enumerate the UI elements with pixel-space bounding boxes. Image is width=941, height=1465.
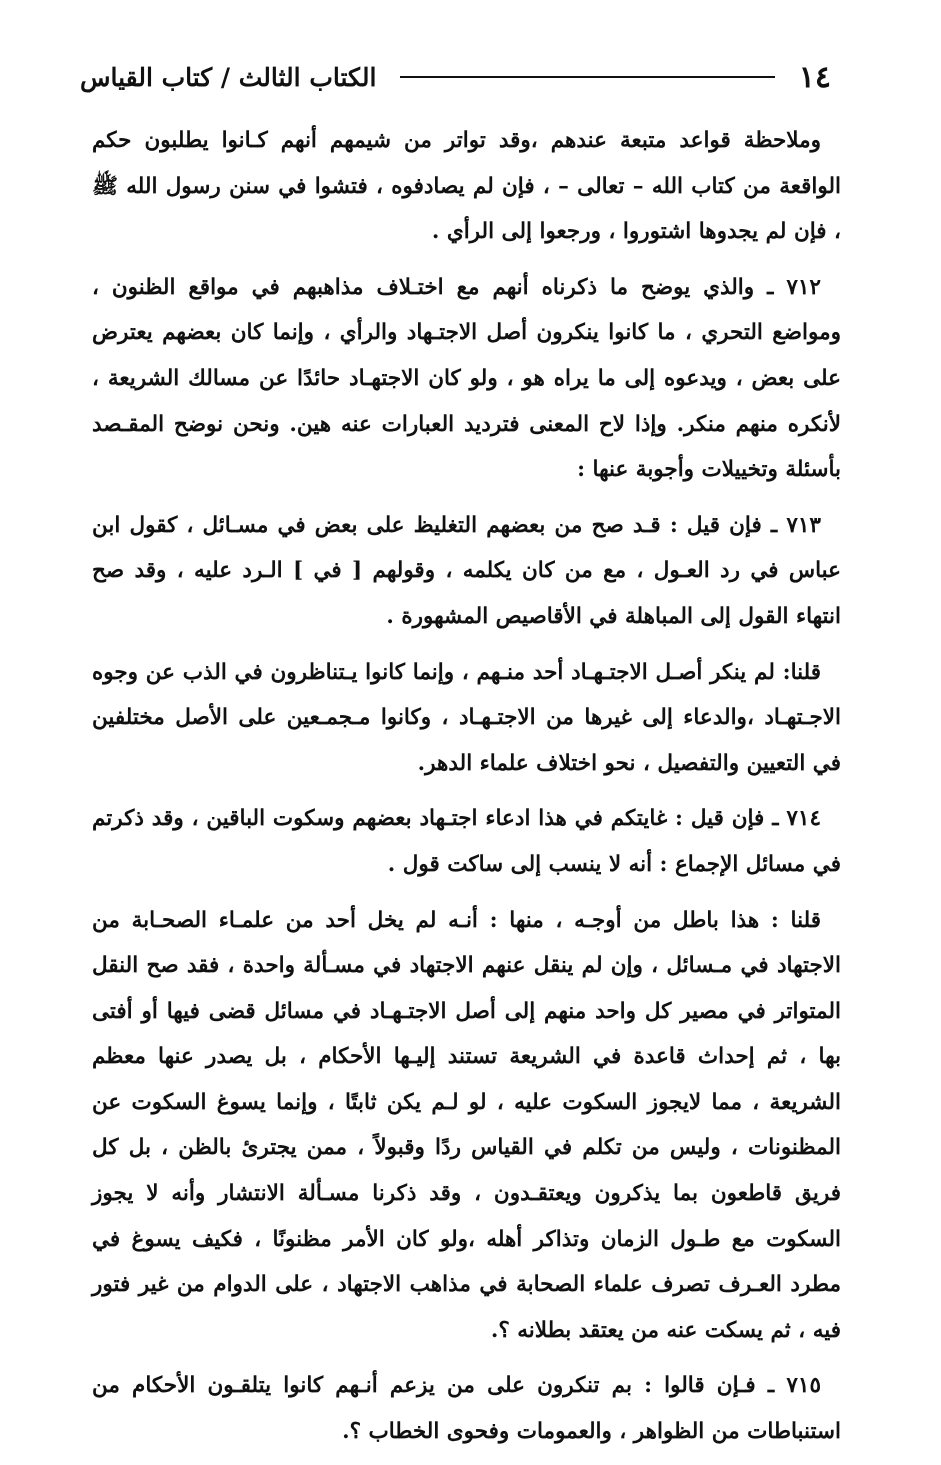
paragraph [92, 118, 841, 255]
paragraph [92, 650, 841, 787]
paragraph-number: ٧١٤ ـ [772, 806, 821, 832]
paragraph [92, 503, 841, 640]
paragraph-text: فإن قيل : غايتكم في هذا ادعاء اجتـهاد بعضهم وسكوت الباقين ، وقد ذكرتم في مسائل الإجماع : أنه لا ينسب إلى ساكت قول . [92, 806, 841, 877]
paragraph [92, 1363, 841, 1454]
paragraph [92, 898, 841, 1354]
page-header [80, 52, 831, 102]
paragraph-text: فـإن قالوا : بم تنكرون على من يزعم أنـهم كانوا يتلقـون الأحكام من استنباطات من الظواهر ، والعمومات وفحوى الخطاب ؟. [92, 1373, 841, 1445]
paragraph-number: ٧١٢ ـ [767, 274, 821, 300]
paragraph [92, 796, 841, 887]
paragraph-text: قلنا: لم ينكر أصـل الاجتـهـاد أحد منـهم ، وإنما كانوا يـتناظرون في الذب عن وجوه الاجـتهـاد ،والدعاء إلى غيرها من الاجتـهـاد ، وكانوا مـجمـعين على الأصل مختلفين في التعيين والتفصيل ، نحو اختلاف علماء الدهر. [92, 659, 841, 776]
paragraph [92, 265, 841, 493]
paragraph-number: ٧١٥ ـ [767, 1373, 821, 1399]
paragraph-number: ٧١٣ ـ [770, 512, 821, 538]
page-number: ١٤ [798, 59, 831, 95]
header-rule [400, 76, 774, 78]
running-title: الكتاب الثالث / كتاب القياس [80, 62, 377, 92]
paragraph-text: والذي يوضح ما ذكرناه أنهم مع اختـلاف مذاهبهم في مواقع الظنون ، ومواضع التحري ، ما كانوا ينكرون أصل الاجتـهاد والرأي ، وإنما كان بعضهم يعترض على بعض ، ويدعوه إلى ما يراه هو ، ولو كان الاجتهـاد حائدًا عن مسالك الشريعة ، لأنكره منهم منكر. وإذا لاح المعنى فترديد العبارات عنه هين. ونحن نوضح المقـصد بأسئلة وتخييلات وأجوبة عنها : [92, 274, 841, 483]
paragraph-text: وملاحظة قواعد متبعة عندهم ،وقد تواتر من شيمهم أنهم كـانوا يطلبون حكم الواقعة من كتاب الله – تعالى – ، فإن لم يصادفوه ، فتشوا في سنن رسول الله ﷺ ، فإن لم يجدوها اشتوروا ، ورجعوا إلى الرأي . [92, 128, 841, 245]
paragraph-text: فإن قيل : قـد صح من بعضهم التغليظ على بعض في مسـائل ، كقول ابن عباس في رد العـول ، مع من كان يكلمه ، وقولهم [ في ] الـرد عليه ، وقد صح انتهاء القول إلى المباهلة في الأقاصيص المشهورة . [92, 512, 841, 629]
body-text [92, 118, 841, 1465]
paragraph-text: قلنا : هذا باطل من أوجـه ، منها : أنـه لم يخل أحد من علمـاء الصحـابة من الاجتهاد في مـسائل ، وإن لم ينقل عنهم الاجتهاد في مسـألة واحدة ، فقد صح النقل المتواتر في مصير كل واحد منهم إلى أصل الاجتـهـاد في مسائل قضى فيها أو أفتى بها ، ثم إحداث قاعدة في الشريعة تستند إليـها الأحكام ، بل يصدر عنها معظم الشريعة ، مما لايجوز السكوت عليه ، لو لـم يكن ثابتًا ، وإنما يسوغ السكوت عن المظنونات ، وليس من تكلم في القياس ردًا وقبولاً ، ممن يجترئ بالظن ، بل كل فريق قاطعون بما يذكرون ويعتقـدون ، وقد ذكرنا مسـألة الانتشار وأنه لا يجوز السكوت مع طـول الزمان وتذاكر أهله ،ولو كان الأمر مظنونًا ، فكيف يسوغ في مطرد العـرف تصرف علماء الصحابة في مذاهب الاجتهاد ، على الدوام من غير فتور فيه ، ثم يسكت عنه من يعتقد بطلانه ؟. [92, 907, 841, 1343]
